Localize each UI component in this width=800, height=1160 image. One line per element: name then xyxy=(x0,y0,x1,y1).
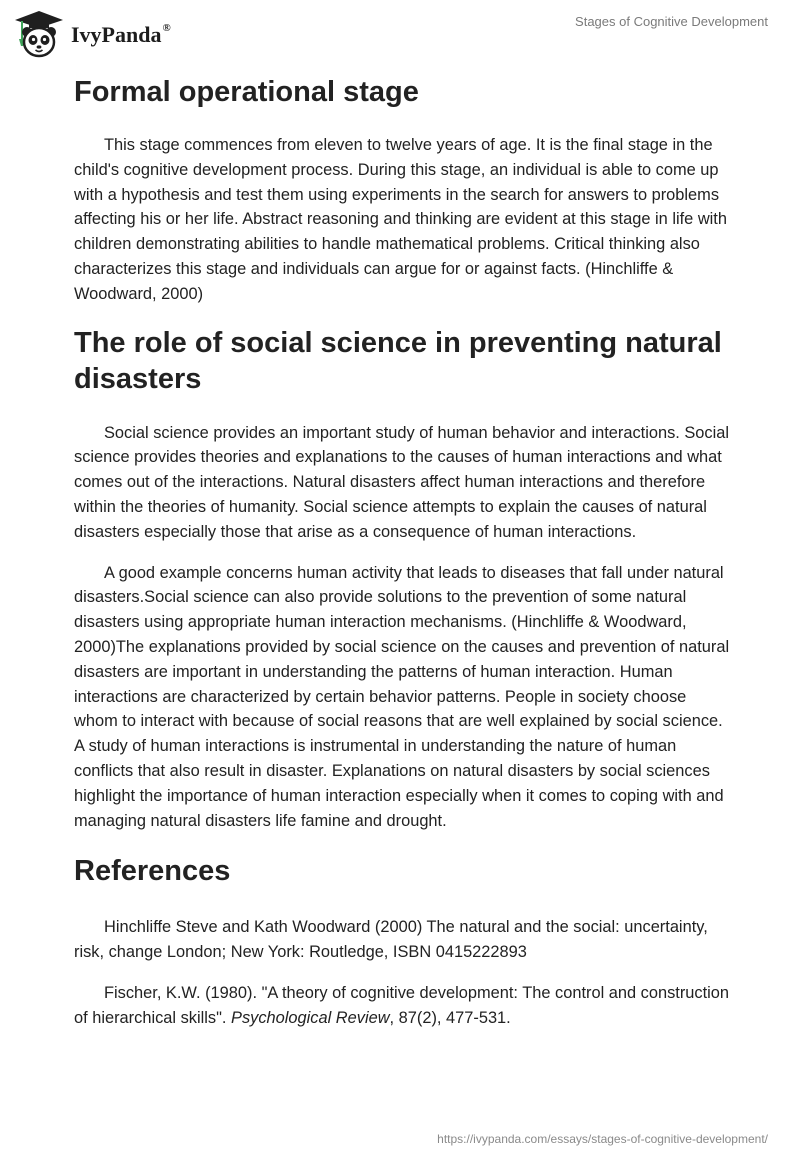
heading-social-science-role: The role of social science in preventing natural disasters xyxy=(74,326,722,395)
reference-fischer xyxy=(74,981,734,1031)
registered-mark: ® xyxy=(162,22,171,34)
essay-content xyxy=(74,70,734,1031)
heading-references: References xyxy=(74,855,231,888)
source-url[interactable]: https://ivypanda.com/essays/stages-of-cognitive-development/ xyxy=(437,1132,768,1146)
reference-fischer-journal: Psychological Review xyxy=(231,1008,390,1027)
reference-hinchliffe: Hinchliffe Steve and Kath Woodward (2000) The natural and the social: uncertainty, risk, change London; New York: Routledge, ISBN 0415222893 xyxy=(74,918,708,962)
panda-graduate-icon xyxy=(13,9,65,59)
brand-name xyxy=(71,22,171,48)
reference-fischer-tail: , 87(2), 477-531. xyxy=(389,1008,511,1027)
page-header xyxy=(0,0,800,70)
brand-text: IvyPanda xyxy=(71,22,162,47)
running-title: Stages of Cognitive Development xyxy=(575,14,768,29)
ivypanda-logo[interactable] xyxy=(13,9,171,59)
paragraph-social-science-1: Social science provides an important study of human behavior and interactions. Social science provides theories and explanations to the causes of human interactions and what comes out of the interactions. Natural disasters affect human interactions and therefore within the theories of humanity. Social science attempts to explain the causes of natural disasters especially those that arise as a consequence of human interactions. xyxy=(74,423,730,541)
paragraph-social-science-2: A good example concerns human activity that leads to diseases that fall under natural disasters.Social science can also provide solutions to the prevention of some natural disasters using appropriate human interaction mechanisms. (Hinchliffe & Woodward, 2000)The explanations provided by social science on the causes and prevention of natural disasters are important in understanding the patterns of human interaction. Human interactions are characterized by certain behavior patterns. People in society choose whom to interact with because of social reasons that are well explained by social science. A study of human interactions is instrumental in understanding the nature of human conflicts that also result in disaster. Explanations on natural disasters by social sciences highlight the importance of human interaction especially when it comes to coping with and managing natural disasters life famine and drought. xyxy=(74,563,730,830)
heading-formal-operational-stage: Formal operational stage xyxy=(74,76,419,108)
paragraph-formal-operational-stage: This stage commences from eleven to twelve years of age. It is the final stage in the child's cognitive development process. During this stage, an individual is able to come up with a hypothesis and test them using experiments in the search for answers to problems affecting his or her life. Abstract reasoning and thinking are evident at this stage in life with children demonstrating abilities to handle mathematical problems. Critical thinking also characterizes this stage and individuals can argue for or against facts. (Hinchliffe & Woodward, 2000) xyxy=(74,136,727,303)
reference-fischer-text: Fischer, K.W. (1980). "A theory of cognitive development: The control and construction of hierarchical skills". xyxy=(74,983,730,1027)
